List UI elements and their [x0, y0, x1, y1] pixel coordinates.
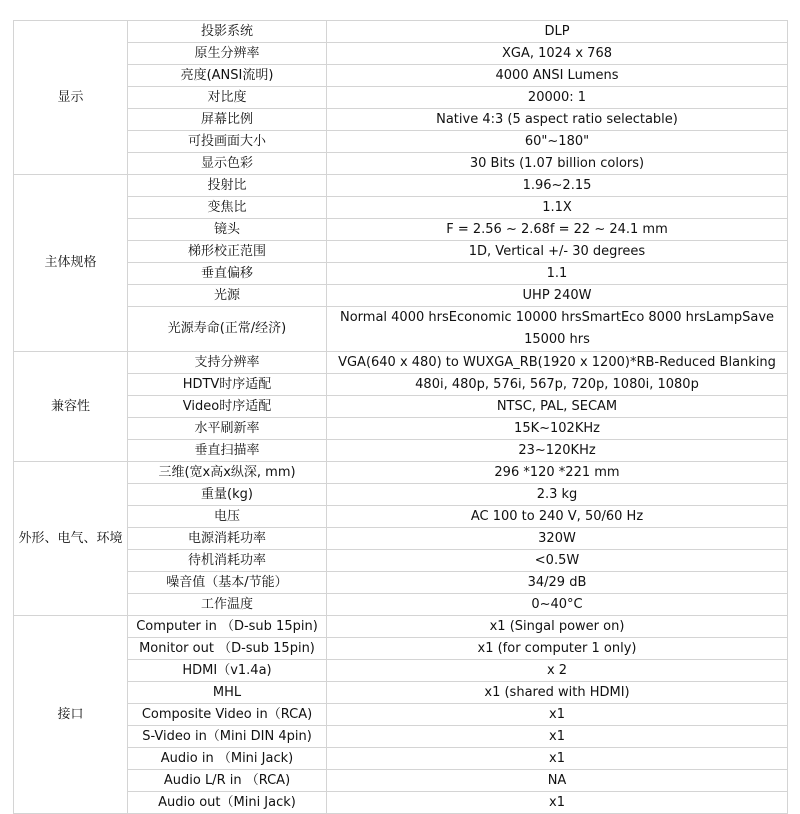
spec-table-body — [14, 21, 788, 814]
table-row — [14, 660, 788, 682]
spec-label: 光源寿命(正常/经济) — [128, 307, 327, 352]
spec-label: 垂直偏移 — [128, 263, 327, 285]
table-row — [14, 374, 788, 396]
spec-label: Monitor out （D-sub 15pin) — [128, 638, 327, 660]
category-display: 显示 — [14, 21, 128, 175]
spec-label: 变焦比 — [128, 197, 327, 219]
table-row — [14, 263, 788, 285]
spec-value: x1 — [327, 748, 788, 770]
spec-label: S-Video in（Mini DIN 4pin) — [128, 726, 327, 748]
spec-value: 60"~180" — [327, 131, 788, 153]
spec-label: Audio out（Mini Jack) — [128, 792, 327, 814]
spec-value: 1.1 — [327, 263, 788, 285]
spec-value: <0.5W — [327, 550, 788, 572]
table-row — [14, 65, 788, 87]
spec-label: Video时序适配 — [128, 396, 327, 418]
category-ports: 接口 — [14, 616, 128, 814]
table-row — [14, 131, 788, 153]
spec-value: x1 (shared with HDMI) — [327, 682, 788, 704]
table-row — [14, 241, 788, 263]
category-main-specs: 主体规格 — [14, 175, 128, 352]
spec-value: x1 (for computer 1 only) — [327, 638, 788, 660]
spec-label: 噪音值（基本/节能） — [128, 572, 327, 594]
spec-value: 15K~102KHz — [327, 418, 788, 440]
spec-label: 光源 — [128, 285, 327, 307]
table-row — [14, 109, 788, 131]
table-row — [14, 440, 788, 462]
spec-value: x1 (Singal power on) — [327, 616, 788, 638]
table-row — [14, 197, 788, 219]
spec-label: Computer in （D-sub 15pin) — [128, 616, 327, 638]
spec-label: HDTV时序适配 — [128, 374, 327, 396]
category-compatibility: 兼容性 — [14, 352, 128, 462]
spec-value: UHP 240W — [327, 285, 788, 307]
spec-label: 重量(kg) — [128, 484, 327, 506]
table-row — [14, 307, 788, 352]
table-row — [14, 506, 788, 528]
spec-value: DLP — [327, 21, 788, 43]
table-row — [14, 594, 788, 616]
table-row — [14, 396, 788, 418]
spec-value: 20000: 1 — [327, 87, 788, 109]
spec-value: 480i, 480p, 576i, 567p, 720p, 1080i, 1080p — [327, 374, 788, 396]
spec-value: x1 — [327, 726, 788, 748]
spec-label: 三维(宽x高x纵深, mm) — [128, 462, 327, 484]
spec-value: x1 — [327, 792, 788, 814]
spec-value: 23~120KHz — [327, 440, 788, 462]
spec-label: 工作温度 — [128, 594, 327, 616]
spec-label: 原生分辨率 — [128, 43, 327, 65]
spec-label: 电源消耗功率 — [128, 528, 327, 550]
table-row — [14, 418, 788, 440]
table-row — [14, 770, 788, 792]
table-row — [14, 528, 788, 550]
spec-value: F = 2.56 ~ 2.68f = 22 ~ 24.1 mm — [327, 219, 788, 241]
spec-value: 296 *120 *221 mm — [327, 462, 788, 484]
table-row — [14, 484, 788, 506]
spec-value: NTSC, PAL, SECAM — [327, 396, 788, 418]
category-physical-electrical: 外形、电气、环境 — [14, 462, 128, 616]
spec-label: 屏幕比例 — [128, 109, 327, 131]
spec-value: 34/29 dB — [327, 572, 788, 594]
table-row — [14, 175, 788, 197]
spec-value: x1 — [327, 704, 788, 726]
spec-value: 1.1X — [327, 197, 788, 219]
table-row — [14, 572, 788, 594]
table-row — [14, 43, 788, 65]
table-row — [14, 352, 788, 374]
table-row — [14, 462, 788, 484]
table-row — [14, 638, 788, 660]
spec-label: MHL — [128, 682, 327, 704]
table-row — [14, 616, 788, 638]
table-row — [14, 682, 788, 704]
table-row — [14, 87, 788, 109]
spec-value: 4000 ANSI Lumens — [327, 65, 788, 87]
spec-label: 投射比 — [128, 175, 327, 197]
table-row — [14, 550, 788, 572]
table-row — [14, 748, 788, 770]
table-row — [14, 792, 788, 814]
spec-value: 30 Bits (1.07 billion colors) — [327, 153, 788, 175]
table-row — [14, 285, 788, 307]
table-row — [14, 219, 788, 241]
spec-value: 0~40°C — [327, 594, 788, 616]
spec-label: 镜头 — [128, 219, 327, 241]
spec-label: 显示色彩 — [128, 153, 327, 175]
spec-value: AC 100 to 240 V, 50/60 Hz — [327, 506, 788, 528]
spec-value: 1D, Vertical +/- 30 degrees — [327, 241, 788, 263]
spec-label: 亮度(ANSI流明) — [128, 65, 327, 87]
spec-value: 1.96~2.15 — [327, 175, 788, 197]
spec-label: 投影系统 — [128, 21, 327, 43]
spec-value: Normal 4000 hrsEconomic 10000 hrsSmartEco 8000 hrsLampSave 15000 hrs — [327, 307, 788, 352]
spec-value: 320W — [327, 528, 788, 550]
spec-label: 对比度 — [128, 87, 327, 109]
table-row — [14, 726, 788, 748]
spec-value: VGA(640 x 480) to WUXGA_RB(1920 x 1200)*RB-Reduced Blanking — [327, 352, 788, 374]
table-row — [14, 704, 788, 726]
spec-value: x 2 — [327, 660, 788, 682]
spec-label: 电压 — [128, 506, 327, 528]
spec-label: 垂直扫描率 — [128, 440, 327, 462]
spec-value: XGA, 1024 x 768 — [327, 43, 788, 65]
spec-label: 支持分辨率 — [128, 352, 327, 374]
spec-label: Audio L/R in （RCA) — [128, 770, 327, 792]
spec-label: 待机消耗功率 — [128, 550, 327, 572]
spec-label: HDMI（v1.4a) — [128, 660, 327, 682]
spec-table — [13, 20, 788, 814]
spec-label: 水平刷新率 — [128, 418, 327, 440]
spec-value: NA — [327, 770, 788, 792]
spec-value: Native 4:3 (5 aspect ratio selectable) — [327, 109, 788, 131]
spec-label: Composite Video in（RCA) — [128, 704, 327, 726]
table-row — [14, 21, 788, 43]
spec-label: Audio in （Mini Jack) — [128, 748, 327, 770]
spec-label: 可投画面大小 — [128, 131, 327, 153]
spec-label: 梯形校正范围 — [128, 241, 327, 263]
table-row — [14, 153, 788, 175]
spec-value: 2.3 kg — [327, 484, 788, 506]
